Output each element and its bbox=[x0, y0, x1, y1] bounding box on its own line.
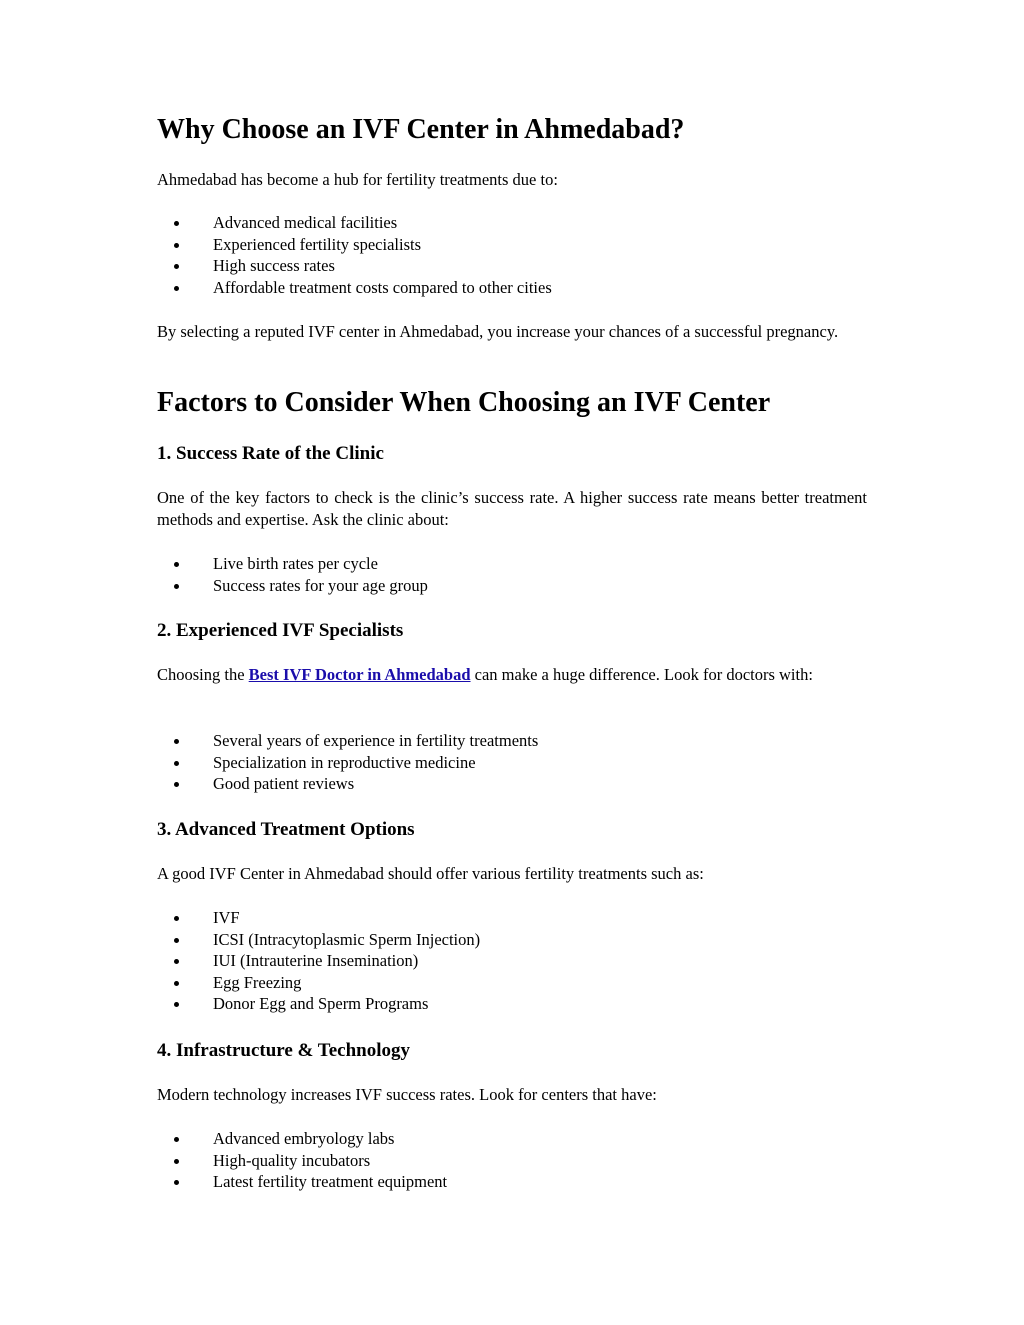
list-item: ICSI (Intracytoplasmic Sperm Injection) bbox=[157, 929, 480, 951]
list-item: Several years of experience in fertility treatments bbox=[157, 730, 538, 752]
factor-success-rate-intro: One of the key factors to check is the clinic’s success rate. A higher success rate means better treatment methods and expertise. Ask the clinic about: bbox=[157, 488, 867, 529]
infrastructure-list bbox=[157, 1128, 447, 1193]
list-item: Latest fertility treatment equipment bbox=[157, 1171, 447, 1193]
list-item: High-quality incubators bbox=[157, 1150, 447, 1172]
list-item: Live birth rates per cycle bbox=[157, 553, 428, 575]
factor-specialists-intro bbox=[157, 664, 867, 686]
why-choose-outro: By selecting a reputed IVF center in Ahmedabad, you increase your chances of a successful pregnancy. bbox=[157, 322, 839, 341]
list-item: Donor Egg and Sperm Programs bbox=[157, 993, 480, 1015]
factor-heading-treatment-options: 3. Advanced Treatment Options bbox=[157, 819, 415, 840]
intro-text: Choosing the bbox=[157, 665, 249, 684]
list-item: Affordable treatment costs compared to other cities bbox=[157, 277, 552, 299]
best-ivf-doctor-link[interactable]: Best IVF Doctor in Ahmedabad bbox=[248, 665, 471, 684]
factor-infrastructure-intro: Modern technology increases IVF success rates. Look for centers that have: bbox=[157, 1085, 657, 1104]
list-item: Success rates for your age group bbox=[157, 575, 428, 597]
specialists-list bbox=[157, 730, 538, 795]
why-choose-list bbox=[157, 212, 552, 298]
list-item: IVF bbox=[157, 907, 480, 929]
section-heading-factors: Factors to Consider When Choosing an IVF Center bbox=[157, 387, 771, 418]
list-item: Good patient reviews bbox=[157, 773, 538, 795]
factor-heading-specialists: 2. Experienced IVF Specialists bbox=[157, 620, 404, 641]
treatment-options-list bbox=[157, 907, 480, 1015]
list-item: Advanced embryology labs bbox=[157, 1128, 447, 1150]
list-item: Specialization in reproductive medicine bbox=[157, 752, 538, 774]
list-item: Egg Freezing bbox=[157, 972, 480, 994]
factor-heading-success-rate: 1. Success Rate of the Clinic bbox=[157, 443, 384, 464]
success-rate-list bbox=[157, 553, 428, 596]
why-choose-intro: Ahmedabad has become a hub for fertility treatments due to: bbox=[157, 170, 558, 189]
factor-heading-infrastructure: 4. Infrastructure & Technology bbox=[157, 1040, 410, 1061]
list-item: IUI (Intrauterine Insemination) bbox=[157, 950, 480, 972]
list-item: High success rates bbox=[157, 255, 552, 277]
intro-text: can make a huge difference. Look for doctors with: bbox=[470, 665, 813, 684]
list-item: Advanced medical facilities bbox=[157, 212, 552, 234]
list-item: Experienced fertility specialists bbox=[157, 234, 552, 256]
factor-treatment-options-intro: A good IVF Center in Ahmedabad should offer various fertility treatments such as: bbox=[157, 864, 704, 883]
section-heading-why-choose: Why Choose an IVF Center in Ahmedabad? bbox=[157, 114, 685, 145]
